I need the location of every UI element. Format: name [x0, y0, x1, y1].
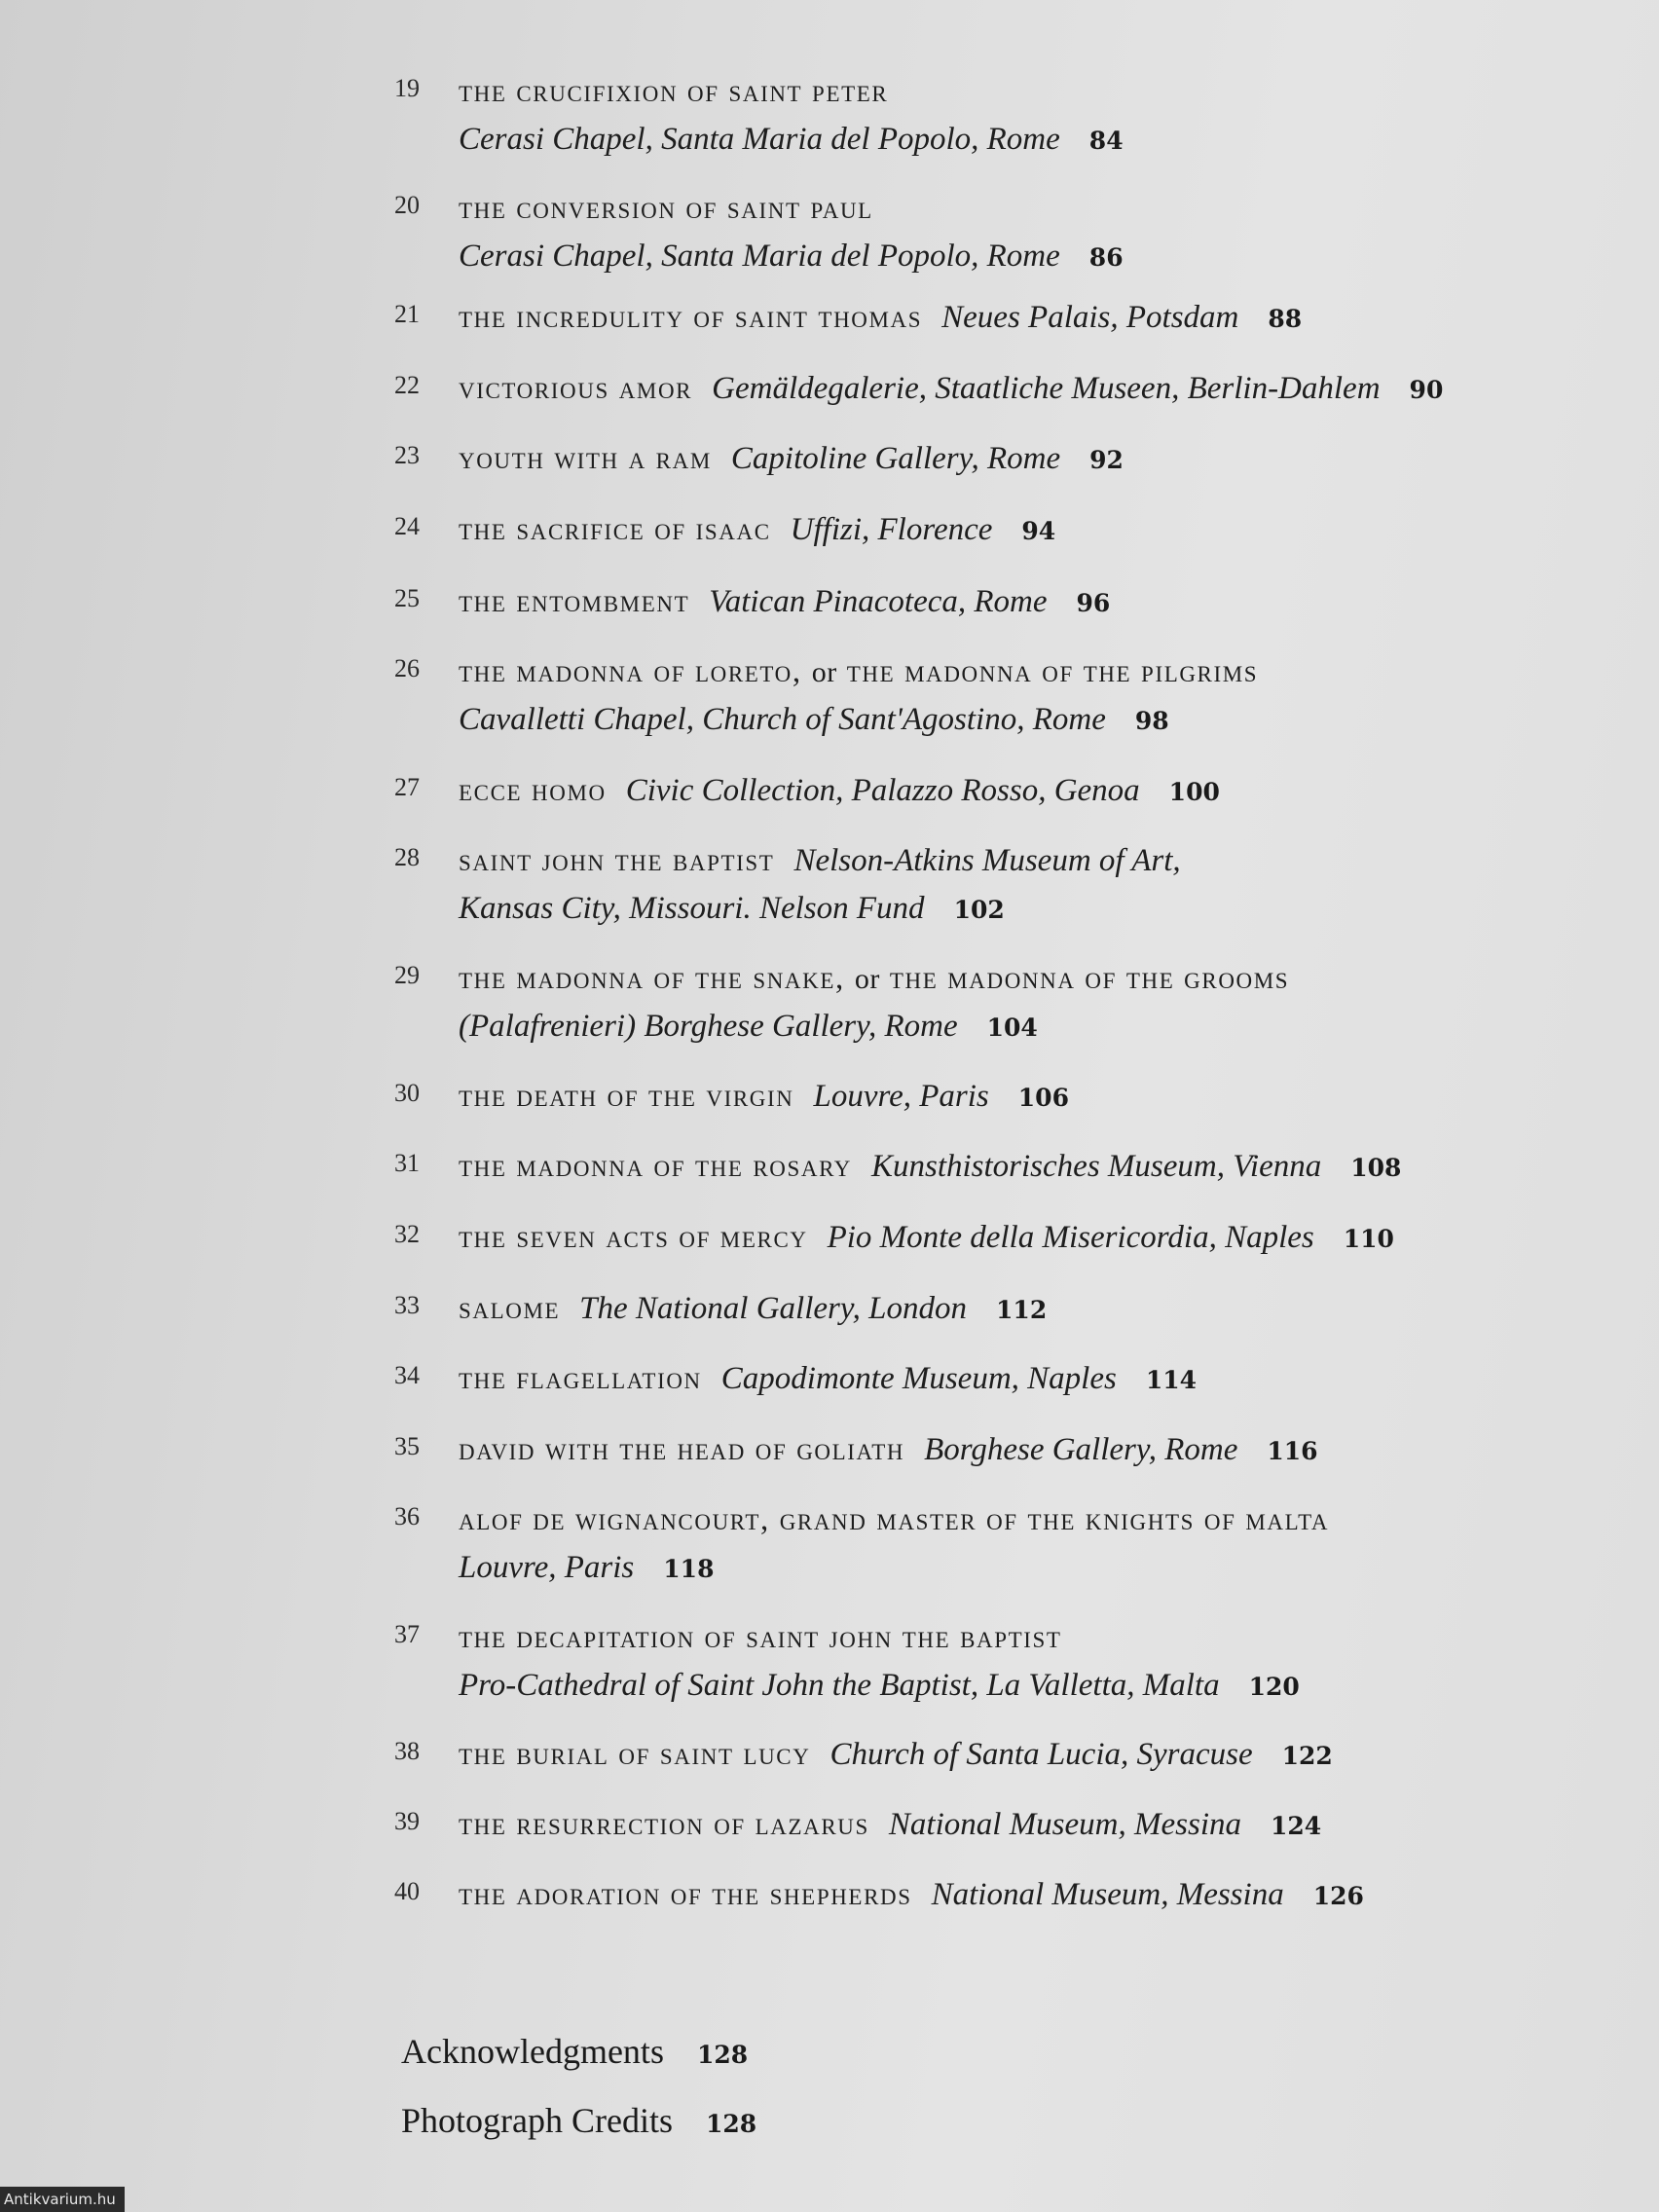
- plate-text: [459, 1871, 1592, 1920]
- back-matter-photo-credits: [401, 2100, 756, 2141]
- watermark-logo: Antikvarium.hu: [0, 2187, 125, 2212]
- plate-number: 31: [394, 1149, 420, 1177]
- plate-title: the conversion of saint paul: [459, 191, 873, 226]
- plate-text: [459, 68, 1592, 165]
- plate-number: 22: [394, 371, 420, 399]
- plate-title: the madonna of loreto,: [459, 654, 802, 689]
- plate-number: 27: [394, 773, 420, 801]
- plate-text: [459, 578, 1592, 627]
- plate-title: the crucifixion of saint peter: [459, 74, 889, 109]
- plate-page-number: 98: [1134, 707, 1169, 735]
- back-matter-label: Photograph Credits: [401, 2101, 673, 2140]
- plate-title: the burial of saint lucy: [459, 1737, 811, 1772]
- plate-number: 28: [394, 843, 420, 871]
- plate-page-number: 84: [1088, 127, 1124, 155]
- back-matter-page: 128: [696, 2041, 749, 2069]
- plate-location: Borghese Gallery, Rome: [924, 1432, 1238, 1467]
- plate-text: [459, 1614, 1592, 1711]
- plate-alt-title: the madonna of the pilgrims: [846, 654, 1259, 689]
- plate-location: (Palafrenieri) Borghese Gallery, Rome: [459, 1009, 958, 1044]
- back-matter-label: Acknowledgments: [401, 2032, 664, 2071]
- plate-location: Pio Monte della Misericordia, Naples: [827, 1220, 1314, 1255]
- plate-location: Gemäldegalerie, Staatliche Museen, Berlin-Dahlem: [712, 371, 1381, 406]
- plate-page-number: 94: [1021, 517, 1056, 545]
- plate-number: 23: [394, 441, 420, 469]
- plate-alt-title: the madonna of the grooms: [889, 961, 1290, 996]
- plate-text: [459, 648, 1592, 745]
- plate-title: salome: [459, 1291, 561, 1326]
- plate-number: 20: [394, 191, 420, 219]
- plate-location: Pro-Cathedral of Saint John the Baptist, La Valletta, Malta: [459, 1668, 1220, 1703]
- plate-number: 37: [394, 1620, 420, 1648]
- plate-text: [459, 1731, 1592, 1780]
- plate-number: 39: [394, 1807, 420, 1835]
- plate-number: 33: [394, 1291, 420, 1319]
- plate-location: Louvre, Paris: [459, 1550, 635, 1585]
- plate-text: [459, 506, 1592, 555]
- plate-text: [459, 1285, 1592, 1334]
- plate-title: the death of the virgin: [459, 1079, 794, 1114]
- plate-title: the madonna of the snake,: [459, 961, 845, 996]
- plate-title: the adoration of the shepherds: [459, 1877, 912, 1912]
- plate-title: the flagellation: [459, 1361, 702, 1396]
- plate-page-number: 108: [1350, 1154, 1402, 1182]
- plate-title: saint john the baptist: [459, 843, 775, 878]
- plate-title: the seven acts of mercy: [459, 1220, 808, 1255]
- plate-page-number: 106: [1017, 1084, 1069, 1112]
- plate-text: [459, 294, 1592, 343]
- back-matter-acknowledgments: [401, 2031, 748, 2072]
- plate-location: Vatican Pinacoteca, Rome: [709, 584, 1048, 619]
- plate-location: Uffizi, Florence: [790, 512, 993, 547]
- plate-text: [459, 955, 1592, 1051]
- plate-title: the resurrection of lazarus: [459, 1807, 869, 1842]
- plate-title: the madonna of the rosary: [459, 1149, 852, 1184]
- plate-number: 40: [394, 1877, 420, 1905]
- plate-location: Louvre, Paris: [813, 1079, 989, 1114]
- plate-title: victorious amor: [459, 371, 693, 406]
- plate-page-number: 100: [1168, 778, 1220, 806]
- plate-page-number: 116: [1267, 1437, 1318, 1465]
- plate-location: Neues Palais, Potsdam: [941, 300, 1239, 335]
- plate-page-number: 92: [1089, 446, 1124, 474]
- plate-number: 19: [394, 74, 420, 102]
- plate-number: 32: [394, 1220, 420, 1248]
- plate-number: 38: [394, 1737, 420, 1765]
- plate-location: Cerasi Chapel, Santa Maria del Popolo, Rome: [459, 239, 1060, 274]
- plate-title: david with the head of goliath: [459, 1432, 905, 1467]
- plate-text: [459, 1355, 1592, 1404]
- plate-page-number: 104: [986, 1014, 1038, 1042]
- plate-location: Kunsthistorisches Museum, Vienna: [870, 1149, 1322, 1184]
- plate-location: Capitoline Gallery, Rome: [730, 441, 1061, 476]
- plate-page-number: 122: [1281, 1742, 1333, 1770]
- plate-title: the decapitation of saint john the baptist: [459, 1620, 1062, 1655]
- plate-page-number: 86: [1088, 243, 1124, 272]
- plate-text: [459, 837, 1592, 934]
- plate-text: [459, 1801, 1592, 1850]
- plate-text: [459, 185, 1592, 281]
- plate-title: the entombment: [459, 584, 690, 619]
- plate-page-number: 96: [1076, 589, 1111, 617]
- plate-location: Nelson-Atkins Museum of Art,: [793, 843, 1181, 878]
- plate-text: [459, 435, 1592, 484]
- plate-location-continued: Kansas City, Missouri. Nelson Fund: [459, 891, 925, 926]
- plate-page-number: 102: [953, 896, 1005, 924]
- plate-number: 35: [394, 1432, 420, 1460]
- plate-text: [459, 1426, 1592, 1475]
- plate-title: the incredulity of saint thomas: [459, 300, 923, 335]
- plate-page-number: 112: [996, 1296, 1048, 1324]
- plate-location: National Museum, Messina: [888, 1807, 1241, 1842]
- plate-text: [459, 1214, 1592, 1263]
- plate-title: alof de wignancourt, grand master of the knights of malta: [459, 1502, 1330, 1537]
- plate-page-number: 124: [1271, 1812, 1322, 1840]
- plate-title: the sacrifice of isaac: [459, 512, 771, 547]
- plate-text: [459, 365, 1592, 414]
- plate-location: National Museum, Messina: [931, 1877, 1284, 1912]
- plate-number: 21: [394, 300, 420, 328]
- plate-number: 29: [394, 961, 420, 989]
- plate-text: [459, 1496, 1592, 1593]
- plate-location: Civic Collection, Palazzo Rosso, Genoa: [625, 773, 1140, 808]
- back-matter-page: 128: [705, 2110, 757, 2138]
- plate-location: Cavalletti Chapel, Church of Sant'Agostino, Rome: [459, 702, 1106, 737]
- plate-page-number: 114: [1145, 1366, 1198, 1394]
- plate-text: [459, 767, 1592, 816]
- plate-number: 26: [394, 654, 420, 682]
- plate-number: 30: [394, 1079, 420, 1107]
- plate-number: 34: [394, 1361, 420, 1389]
- plate-title: ecce homo: [459, 773, 607, 808]
- plate-page-number: 126: [1312, 1882, 1364, 1910]
- plate-title-or: or: [811, 656, 837, 688]
- plate-page-number: 90: [1409, 376, 1444, 404]
- plate-title: youth with a ram: [459, 441, 712, 476]
- plate-text: [459, 1143, 1592, 1192]
- plate-number: 25: [394, 584, 420, 612]
- plate-page-number: 88: [1268, 305, 1303, 333]
- plate-location: Church of Santa Lucia, Syracuse: [830, 1737, 1253, 1772]
- plate-location: Capodimonte Museum, Naples: [720, 1361, 1117, 1396]
- plate-page-number: 120: [1248, 1673, 1300, 1701]
- plate-location: Cerasi Chapel, Santa Maria del Popolo, Rome: [459, 122, 1060, 157]
- plate-number: 36: [394, 1502, 420, 1530]
- plate-number: 24: [394, 512, 420, 540]
- plate-text: [459, 1073, 1592, 1122]
- plate-page-number: 110: [1343, 1225, 1394, 1253]
- plate-page-number: 118: [663, 1555, 715, 1583]
- plate-title-or: or: [854, 963, 880, 995]
- plate-location: The National Gallery, London: [579, 1291, 968, 1326]
